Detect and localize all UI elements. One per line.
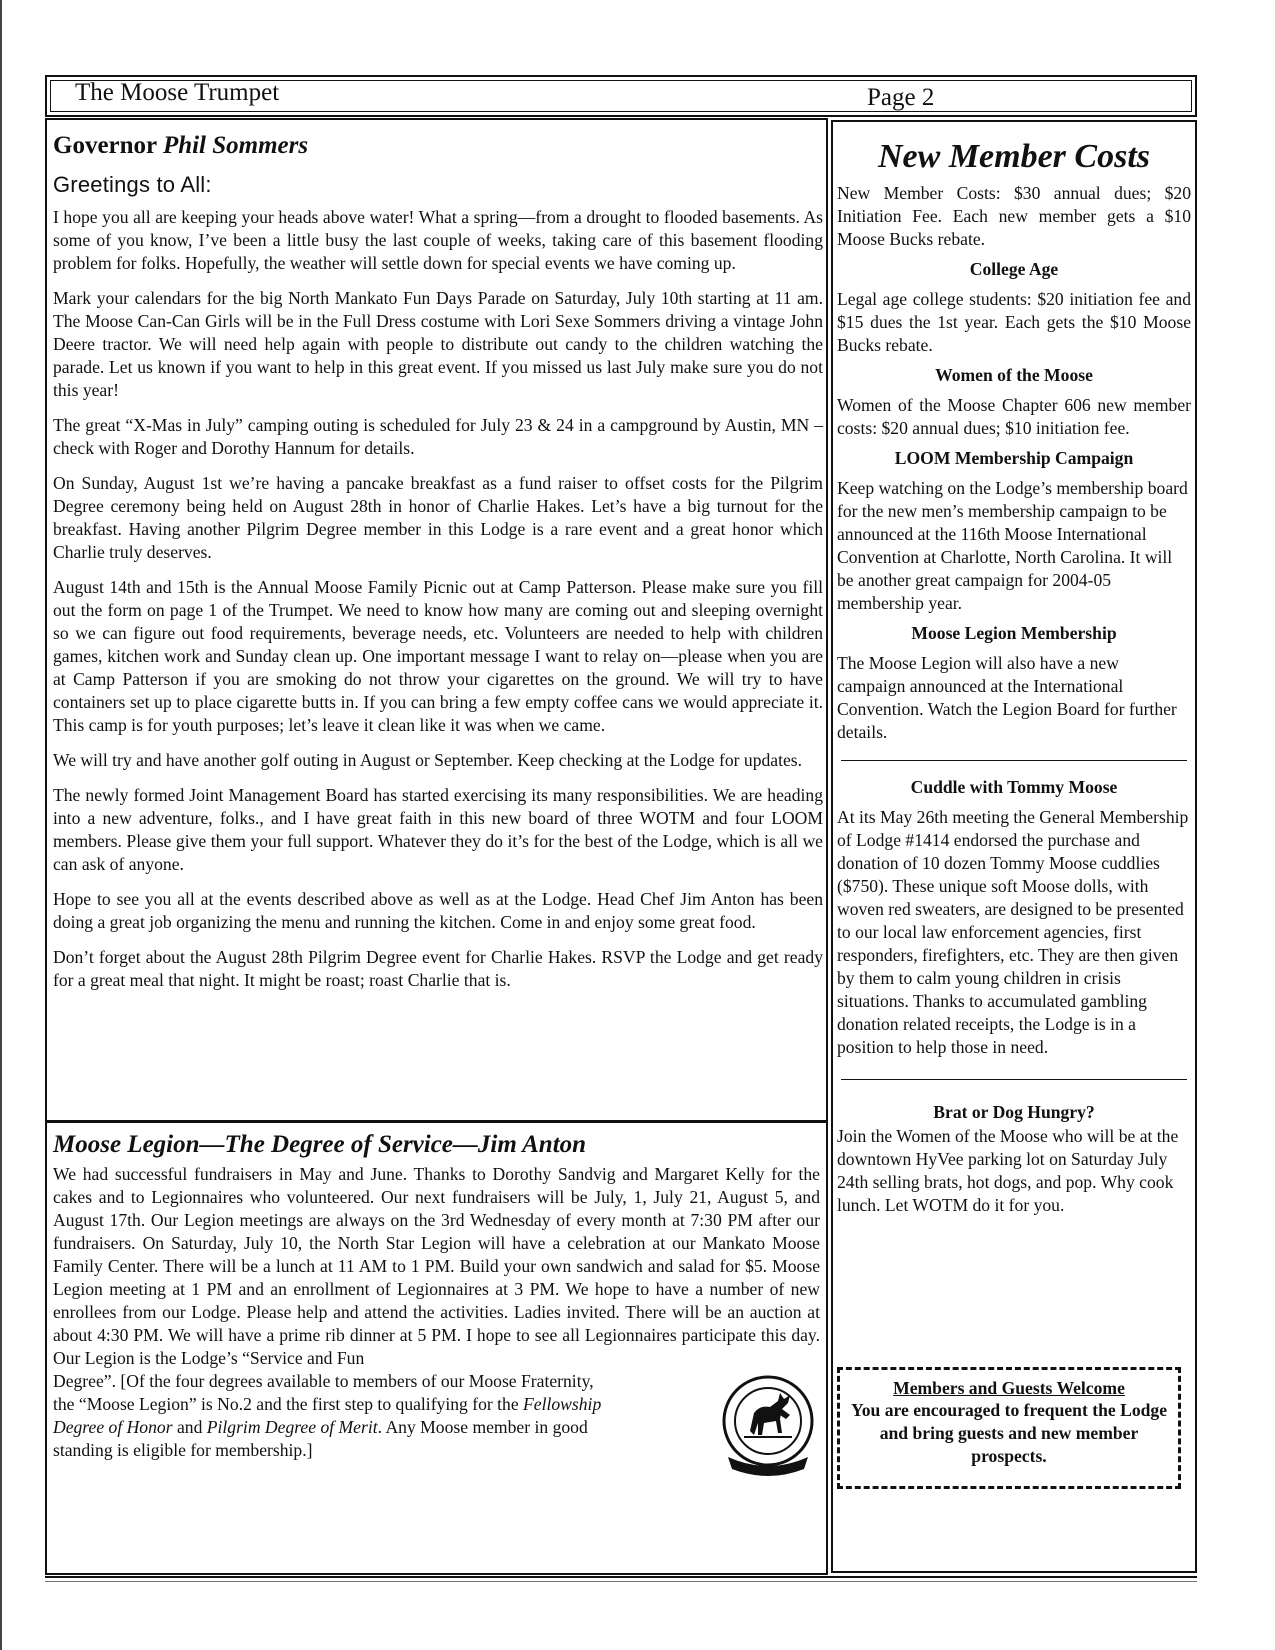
loom-text: Keep watching on the Lodge’s membership board for the new men’s membership campaign to be announced at the 116th Moose International Convention at Charlotte, North Carolina. It will be another great campaign for 2004-05 membership year. xyxy=(837,478,1188,613)
governor-article xyxy=(53,124,823,1004)
page-number: Page 2 xyxy=(867,84,935,111)
bottom-rule-thin xyxy=(45,1581,1197,1582)
bottom-rule xyxy=(45,1576,1197,1578)
welcome-text: You are encouraged to frequent the Lodge and bring guests and new member prospects. xyxy=(850,1400,1168,1466)
newsletter-title: The Moose Trumpet xyxy=(75,79,280,106)
divider xyxy=(841,1079,1187,1080)
brat-text: Join the Women of the Moose who will be at the downtown HyVee parking lot on Saturday July 24th selling brats, hot dogs, and pop. Why cook lunch. Let WOTM do it for you. xyxy=(837,1126,1179,1215)
loom-heading: LOOM Membership Campaign xyxy=(894,448,1134,468)
cuddle-text: At its May 26th meeting the General Membership of Lodge #1414 endorsed the purchase and donation of 10 dozen Tommy Moose cuddlies ($750). These unique soft Moose dolls, with woven red sweaters, are designed to be presented to our local law enforcement agencies, first responders, firefighters, etc. They are then given by them to calm young children in crisis situations. Thanks to accumulated gambling donation related receipts, the Lodge is in a position to help those in need. xyxy=(837,807,1189,1057)
welcome-box xyxy=(837,1367,1181,1489)
legion-body-line-1: Degree”. [Of the four degrees available to members of our Moose Fraternity, xyxy=(53,1371,594,1391)
legion-body-line-2 xyxy=(53,1393,820,1416)
women-text: Women of the Moose Chapter 606 new member costs: $20 annual dues; $10 initiation fee. xyxy=(837,395,1191,438)
governor-heading-prefix: Governor xyxy=(53,132,163,159)
legion-membership-heading: Moose Legion Membership xyxy=(911,623,1117,643)
governor-paragraph-1: I hope you all are keeping your heads above water! What a spring—from a drought to flooded basements. As some of you know, I’ve been a little busy the last couple of weeks, taking care of this basement flooding problem for folks. Hopefully, the weather will settle down for special events we have coming up. xyxy=(53,207,823,273)
college-heading: College Age xyxy=(969,259,1059,279)
welcome-title: Members and Guests Welcome xyxy=(893,1378,1125,1398)
legion-heading: Moose Legion—The Degree of Service—Jim Anton xyxy=(53,1131,587,1158)
costs-text: New Member Costs: $30 annual dues; $20 Initiation Fee. Each new member gets a $10 Moose Bucks rebate. xyxy=(837,183,1191,249)
legion-membership-text: The Moose Legion will also have a new campaign announced at the International Convention. Watch the Legion Board for further details. xyxy=(837,653,1177,742)
page-edge xyxy=(0,0,2,1650)
legion-body-line-3 xyxy=(53,1416,820,1439)
legion-body-line-4: standing is eligible for membership.] xyxy=(53,1440,313,1460)
legion-article xyxy=(47,1120,826,1462)
moose-legion-logo xyxy=(720,1371,816,1477)
legion-body-line-3b: and xyxy=(172,1417,207,1437)
governor-heading xyxy=(53,132,823,172)
legion-body-line-2a: the “Moose Legion” is No.2 and the first step to qualifying for the xyxy=(53,1394,524,1414)
governor-paragraph-9: Don’t forget about the August 28th Pilgrim Degree event for Charlie Hakes. RSVP the Lodge and get ready for a great meal that night. It might be roast; roast Charlie that is. xyxy=(53,947,823,990)
sidebar xyxy=(837,122,1191,1217)
degree-of-honor-text: Degree of Honor xyxy=(53,1417,173,1437)
governor-paragraph-8: Hope to see you all at the events described above as well as at the Lodge. Head Chef Jim Anton has been doing a great job organizing the menu and running the kitchen. Come in and enjoy some great food. xyxy=(53,889,823,932)
college-text: Legal age college students: $20 initiation fee and $15 dues the 1st year. Each gets the $10 Moose Bucks rebate. xyxy=(837,289,1191,355)
brat-heading: Brat or Dog Hungry? xyxy=(933,1102,1095,1122)
governor-name: Phil Sommers xyxy=(162,132,309,159)
governor-paragraph-6: We will try and have another golf outing in August or September. Keep checking at the Lodge for updates. xyxy=(53,750,803,770)
governor-paragraph-2: Mark your calendars for the big North Mankato Fun Days Parade on Saturday, July 10th starting at 11 am. The Moose Can-Can Girls will be in the Full Dress costume with Lori Sexe Sommers driving a vintage John Deere tractor. We will need help again with people to distribute out candy to the children watching the parade. Let us known if you want to help in this great event. If you missed us last July make sure you do not this year! xyxy=(53,288,823,400)
governor-paragraph-3: The great “X-Mas in July” camping outing is scheduled for July 23 & 24 in a campground by Austin, MN – check with Roger and Dorothy Hannum for details. xyxy=(53,415,823,458)
governor-paragraph-4: On Sunday, August 1st we’re having a pancake breakfast as a fund raiser to offset costs for the Pilgrim Degree ceremony being held on August 28th in honor of Charlie Hakes. Let’s have a big turnout for the breakfast. Having another Pilgrim Degree member in this Lodge is a rare event and a great honor which Charlie truly deserves. xyxy=(53,473,823,562)
greeting: Greetings to All: xyxy=(53,172,212,197)
legion-body-line-3d: . Any Moose member in good xyxy=(377,1417,588,1437)
sidebar-title: New Member Costs xyxy=(878,138,1150,175)
cuddle-heading: Cuddle with Tommy Moose xyxy=(910,777,1118,797)
governor-paragraph-7: The newly formed Joint Management Board has started exercising its many responsibilities. We are heading into a new adventure, folks., and I have great faith in this new board of three WOTM and four LOOM members. Please give them your full support. Whatever they do it’s for the best of the Lodge, which is all we can ask of anyone. xyxy=(53,785,823,874)
legion-body-main: We had successful fundraisers in May and June. Thanks to Dorothy Sandvig and Margaret Kelly for the cakes and to Legionnaires who volunteered. Our next fundraisers will be July, 1, July 21, August 5, and August 17th. Our Legion meetings are always on the 3rd Wednesday of every month at 7:30 PM after our fundraisers. On Saturday, July 10, the North Star Legion will have a celebration at our Mankato Moose Family Center. There will be a lunch at 11 AM to 1 PM. Build your own sandwich and salad for $5. Moose Legion meeting at 1 PM and an enrollment of Legionnaires at 3 PM. We hope to have a number of new enrollees from our Lodge. Please help and attend the activities. Ladies invited. There will be an auction at about 4:30 PM. We will have a prime rib dinner at 5 PM. I hope to see all Legionnaires participate this day. Our Legion is the Lodge’s “Service and Fun xyxy=(53,1164,820,1368)
newsletter-header xyxy=(45,75,1197,117)
left-column xyxy=(45,118,828,1575)
content-frame xyxy=(45,118,1197,1581)
right-column xyxy=(831,120,1197,1573)
divider xyxy=(841,760,1187,761)
governor-paragraph-5: August 14th and 15th is the Annual Moose Family Picnic out at Camp Patterson. Please make sure you fill out the form on page 1 of the Trumpet. We need to know how many are coming out and sleeping overnight so we can figure out food requirements, beverage needs, etc. Volunteers are needed to help with children games, kitchen work and Sunday clean up. One important message I want to relay on—please when you are at Camp Patterson if you are smoking do not throw your cigarettes on the ground. We will try to have containers set up to place cigarette butts in. If you can bring a few empty coffee cans we would appreciate it. This camp is for youth purposes; let’s leave it clean like it was when we came. xyxy=(53,577,823,735)
fellowship-text: Fellowship xyxy=(523,1394,602,1414)
women-heading: Women of the Moose xyxy=(935,365,1093,385)
pilgrim-degree-text: Pilgrim Degree of Merit xyxy=(206,1417,378,1437)
legion-body xyxy=(53,1163,820,1462)
